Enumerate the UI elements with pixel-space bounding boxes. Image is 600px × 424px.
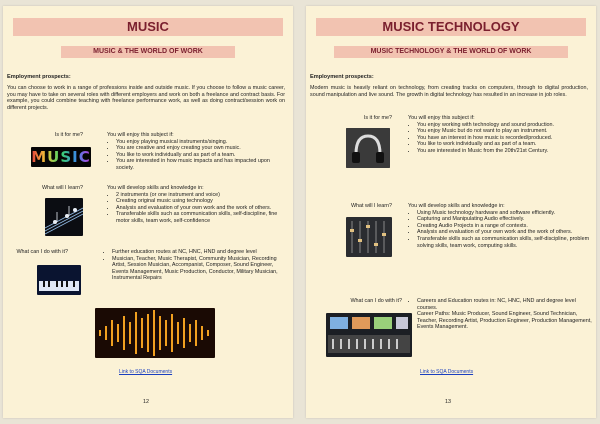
page-subtitle: MUSIC TECHNOLOGY & THE WORLD OF WORK — [334, 46, 568, 58]
employment-text: You can choose to work in a range of professions inside and outside music. If you choose to follow a music career, you may have to take on several roles with different employers and work on both a freelance and contract basis. For example, you could combine teaching with freelance performance work, as well as doing contract/session work on different projects. — [7, 85, 285, 111]
music-notes-image — [45, 198, 83, 236]
sound-wave-icon — [95, 308, 215, 358]
page-number: 13 — [445, 399, 451, 405]
headphones-image — [346, 128, 390, 168]
studio-icon — [326, 313, 412, 357]
list-item: • Creating original music using technology — [116, 198, 289, 205]
employment-heading: Employment prospects: — [310, 74, 374, 80]
learn-block — [408, 203, 592, 249]
list-item: • You like to work individually and as part of a team. — [116, 152, 289, 159]
sqa-documents-link[interactable]: Link to SQA Documents — [119, 369, 173, 375]
page-title: MUSIC TECHNOLOGY — [316, 18, 586, 36]
list-item: • You are interested in how music impacts and has impacted upon society. — [116, 158, 289, 171]
list-item: • You are creative and enjoy creating your own music. — [116, 145, 289, 152]
do-block — [408, 298, 592, 331]
music-notes-icon — [45, 198, 83, 236]
list-item: • 2 instruments (or one instrument and voice) — [116, 192, 289, 199]
list-item: • Analysis and evaluation of your own work and the work of others. — [116, 205, 289, 212]
employment-text: Modern music is heavily reliant on technology, from creating tracks on computers, through to digital production, sound manipulation and live sound. The growth in digital technology has resulted in an increase in job roles. — [310, 85, 588, 98]
learn-intro: You will develop skills and knowledge in: — [408, 203, 505, 209]
mixing-desk-icon — [346, 217, 392, 257]
left-page — [3, 6, 293, 418]
list-item: • You enjoy playing musical instruments/singing. — [116, 139, 289, 146]
enjoy-intro: You will enjoy this subject if: — [107, 132, 174, 138]
list-item: • Careers and Education routes in: NC, HNC, HND and degree level courses. — [417, 298, 592, 311]
page-subtitle: MUSIC & THE WORLD OF WORK — [61, 46, 235, 58]
list-item: • Career Paths: Music Producer, Sound Engineer, Sound Technician, Teacher, Recording Artist, Production Engineer, Production Management, Events Management. — [417, 311, 592, 331]
list-item: • Creating Audio Projects in a range of contexts. — [417, 223, 592, 230]
studio-image — [326, 313, 412, 357]
page-number: 12 — [143, 399, 149, 405]
enjoy-block — [107, 132, 289, 172]
mixing-desk-image — [346, 217, 392, 257]
list-item: • Using Music technology hardware and software efficiently. — [417, 210, 592, 217]
music-logo-text: MUSIC — [31, 148, 91, 166]
headphones-icon — [346, 128, 390, 168]
list-item: • You enjoy Music but do not want to play an instrument. — [417, 128, 592, 135]
is-it-for-me-label: Is it for me? — [363, 115, 392, 121]
is-it-for-me-label: Is it for me? — [54, 132, 83, 138]
keyboard-image — [37, 265, 81, 295]
list-item: • You like to work individually and as part of a team. — [417, 141, 592, 148]
music-logo-image — [31, 147, 91, 167]
enjoy-block — [408, 115, 592, 155]
list-item: • Further education routes at NC, HNC, HND and degree level — [112, 249, 289, 256]
keyboard-icon — [37, 265, 81, 295]
list-item: • Analysis and evaluation of your own work and the work of others. — [417, 229, 592, 236]
what-can-i-do-label: What can I do with it? — [16, 249, 68, 255]
learn-block — [107, 185, 289, 225]
enjoy-intro: You will enjoy this subject if: — [408, 115, 475, 121]
list-item: • You have an interest in how music is recorded/produced. — [417, 135, 592, 142]
what-will-i-learn-label: What will I learn? — [350, 203, 392, 209]
what-will-i-learn-label: What will I learn? — [41, 185, 83, 191]
list-item: • You enjoy working with technology and sound production. — [417, 122, 592, 129]
page-title: MUSIC — [13, 18, 283, 36]
learn-intro: You will develop skills and knowledge in: — [107, 185, 204, 191]
list-item: • Capturing and Manipulating Audio effectively. — [417, 216, 592, 223]
sqa-documents-link[interactable]: Link to SQA Documents — [420, 369, 474, 375]
right-page — [306, 6, 596, 418]
list-item: • Transferable skills such as communication skills, self-discipline, problem solving skills, team work, computing skills. — [417, 236, 592, 249]
list-item: • Transferable skills such as communication skills, self-discipline, fine motor skills, team work, self-confidence — [116, 211, 289, 224]
list-item: • You are interested in Music from the 20th/21st Century. — [417, 148, 592, 155]
sound-wave-image — [95, 308, 215, 358]
do-block — [103, 249, 289, 282]
list-item: • Musician, Teacher, Music Therapist, Community Musician, Recording Artist, Session Musician, Accompanist, Composer, Sound Engineer, Events Management, Music Production, Conductor, Military Musician, Instrumental Repairs — [112, 256, 289, 282]
employment-heading: Employment prospects: — [7, 74, 71, 80]
what-can-i-do-label: What can I do with it? — [350, 298, 402, 304]
